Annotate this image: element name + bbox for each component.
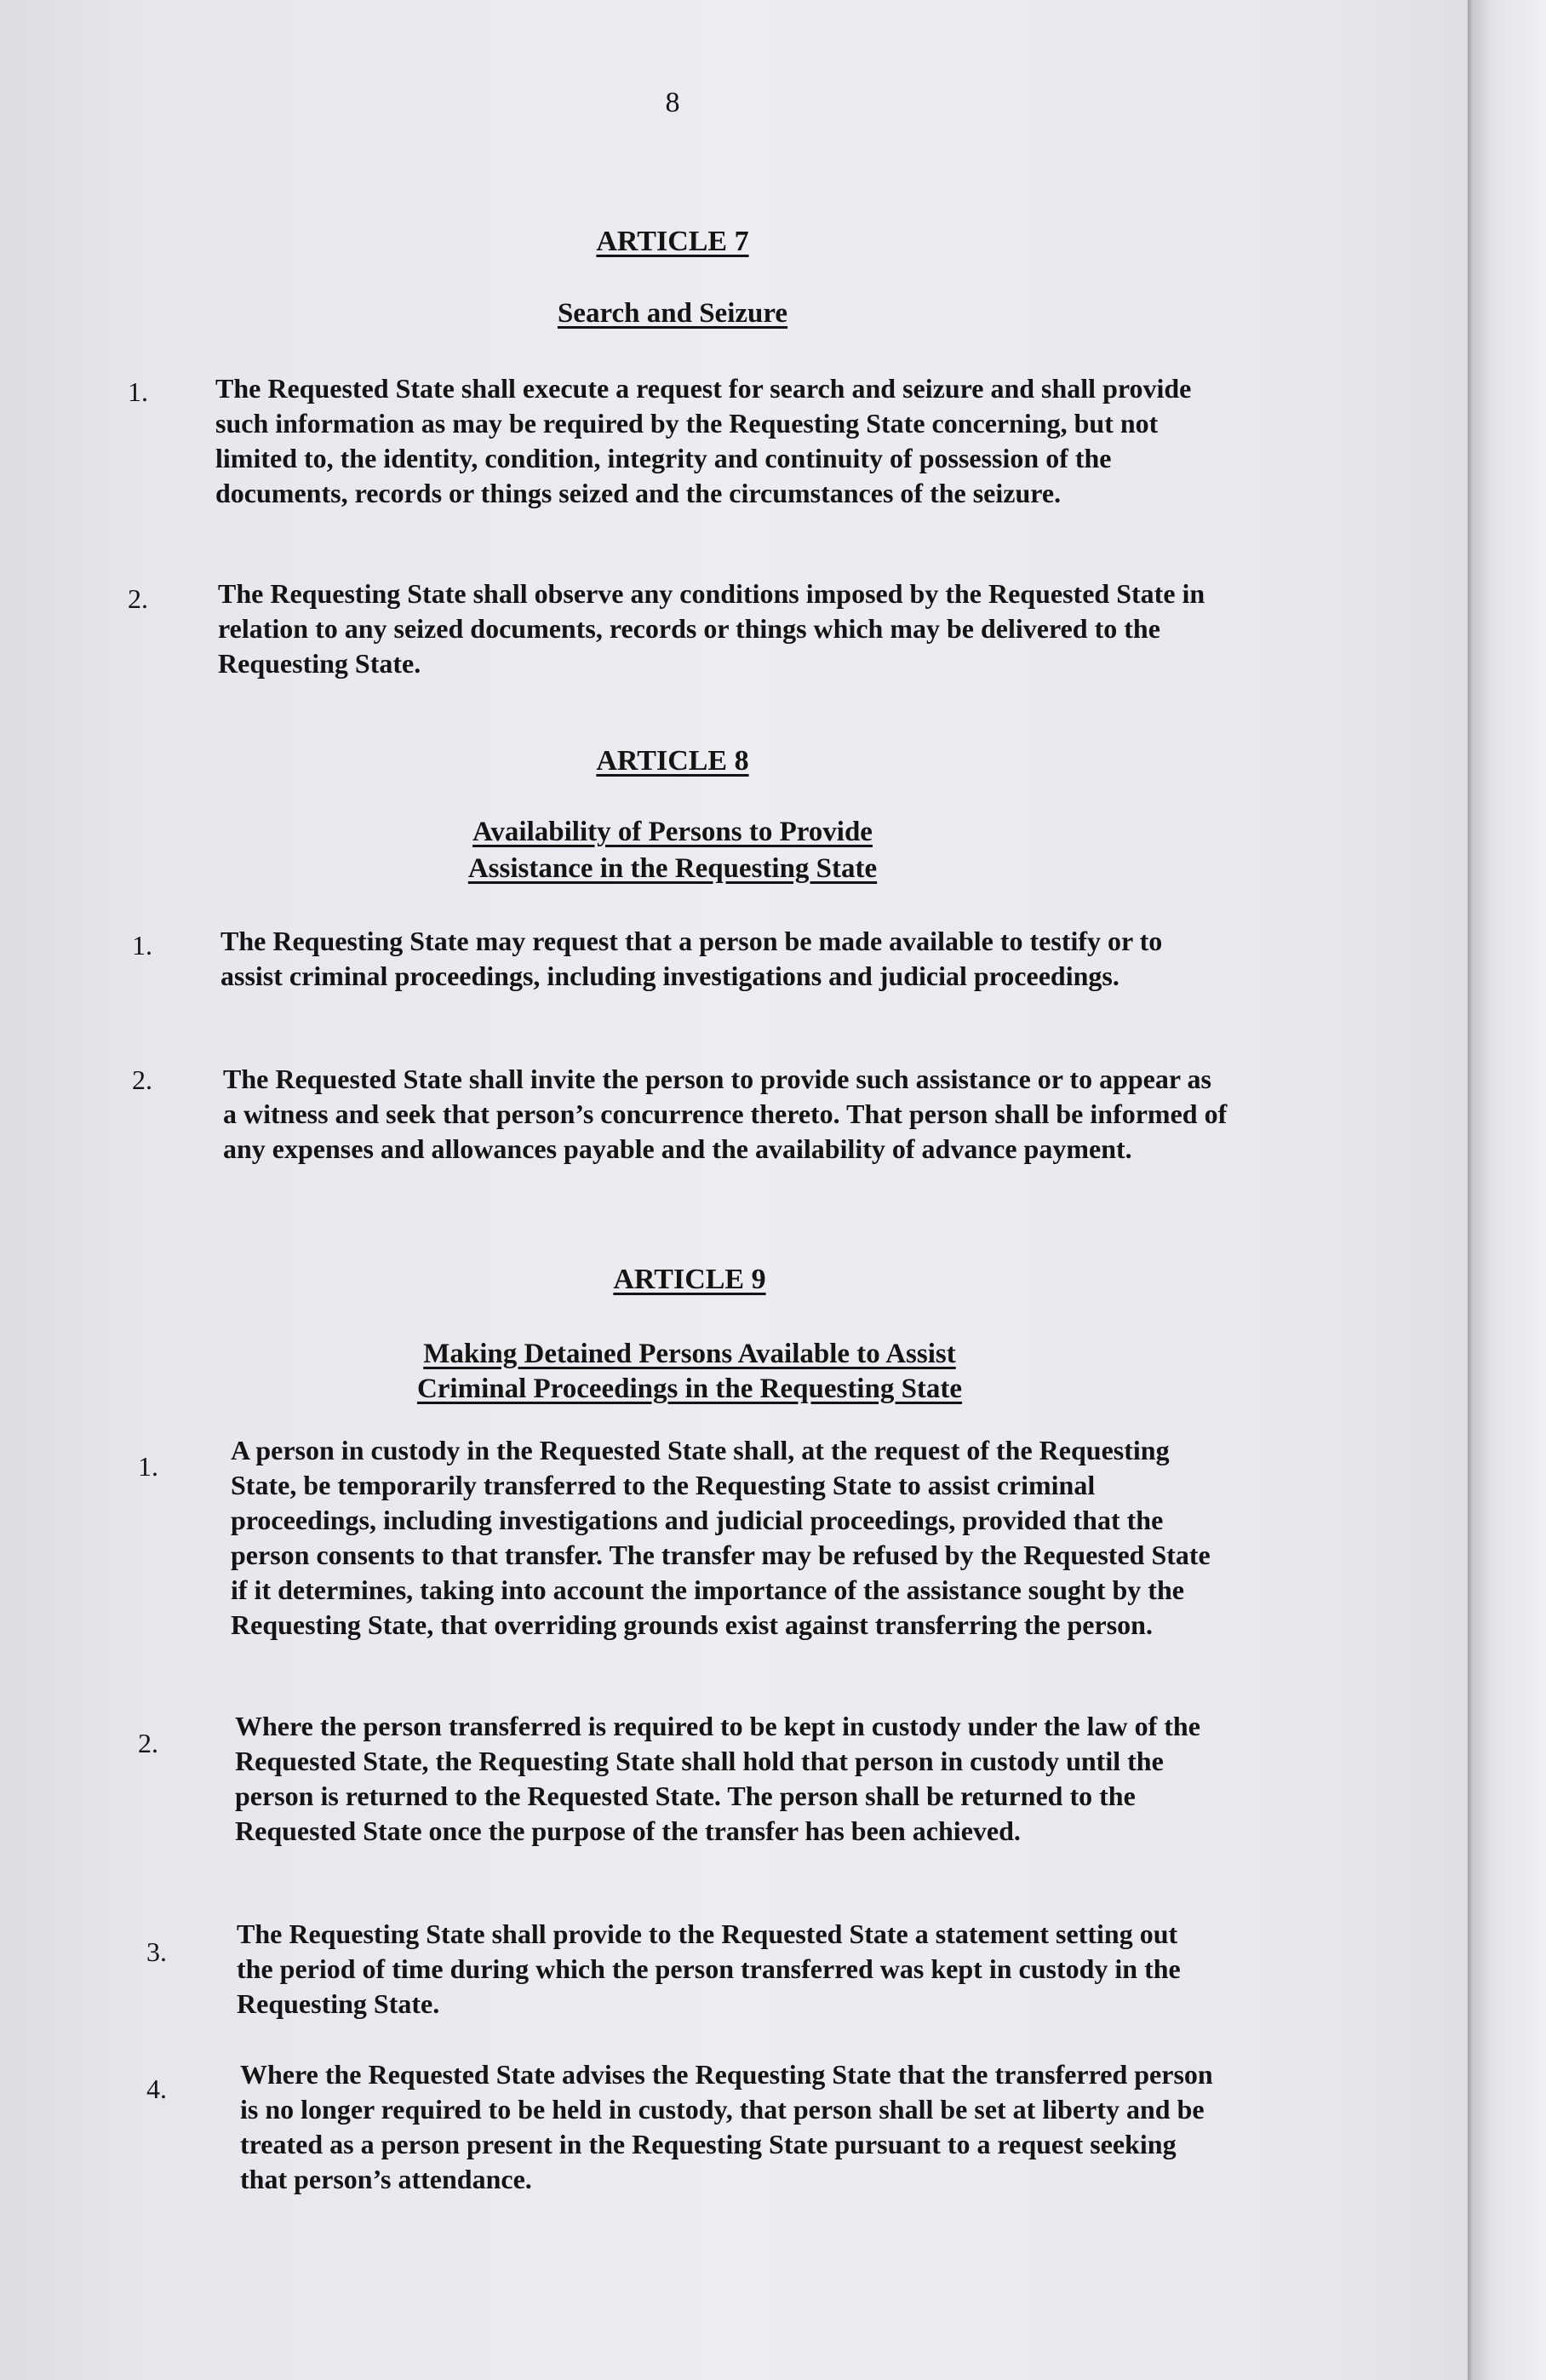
article-9-heading: ARTICLE 9	[613, 1264, 766, 1295]
art8-item-1-number: 1.	[132, 930, 152, 961]
art7-item-1-number: 1.	[128, 376, 148, 407]
article-9-subheading-line1: Making Detained Persons Available to Assist	[423, 1339, 956, 1369]
art8-item-2-text: The Requested State shall invite the person to provide such assistance or to appear as a witness and seek that person’s concurrence thereto. That person shall be informed of any expenses and allowances payable and the availability of advance payment.	[223, 1064, 1228, 1164]
art9-item-2-number: 2.	[138, 1728, 158, 1758]
art9-item-2-text: Where the person transferred is required to be kept in custody under the law of the Requested State, the Requesting State shall hold that person in custody until the person is returned to the Requested State. The person shall be returned to the Requested State once the purpose of the transfer has been achieved.	[235, 1711, 1200, 1846]
art9-item-3-number: 3.	[146, 1936, 167, 1967]
article-7-subheading: Search and Seizure	[557, 298, 788, 329]
art9-item-1-number: 1.	[138, 1451, 158, 1482]
art7-item-1-text: The Requested State shall execute a request for search and seizure and shall provide such information as may be required by the Requesting State concerning, but not limited to, the identity, condition, integrity and continuity of possession of the documents, records or things seized and the circumstances of the seizure.	[215, 373, 1192, 508]
article-8-heading: ARTICLE 8	[596, 745, 749, 777]
article-9-subheading-line2: Criminal Proceedings in the Requesting State	[416, 1374, 963, 1404]
article-8-subheading-line1: Availability of Persons to Provide	[472, 817, 873, 847]
article-8-subheading-line2: Assistance in the Requesting State	[467, 853, 878, 884]
art9-item-1-text: A person in custody in the Requested State shall, at the request of the Requesting State, be temporarily transferred to the Requesting State to assist criminal proceedings, including investigations and judicial proceedings, provided that the person consents to that transfer. The transfer may be refused by the Requested State if it determines, taking into account the importance of the assistance sought by the Requesting State, that overriding grounds exist against transferring the person.	[231, 1435, 1211, 1640]
article-7-heading: ARTICLE 7	[596, 226, 749, 257]
art9-item-3-text: The Requesting State shall provide to the Requested State a statement setting out the period of time during which the person transferred was kept in custody in the Requesting State.	[237, 1918, 1181, 2019]
art8-item-2-number: 2.	[132, 1064, 152, 1095]
art9-item-4-number: 4.	[146, 2073, 167, 2104]
art8-item-1-text: The Requesting State may request that a person be made available to testify or to assist criminal proceedings, including investigations and judicial proceedings.	[220, 926, 1163, 991]
page-edge	[1468, 0, 1546, 2380]
art7-item-2-number: 2.	[128, 583, 148, 614]
art7-item-2-text: The Requesting State shall observe any conditions imposed by the Requested State in relation to any seized documents, records or things which may be delivered to the Requesting State.	[218, 578, 1205, 679]
art9-item-4-text: Where the Requested State advises the Requesting State that the transferred person is no longer required to be held in custody, that person shall be set at liberty and be treated as a person present in the Requesting State pursuant to a request seeking that person’s attendance.	[240, 2059, 1213, 2194]
page-number: 8	[665, 87, 680, 118]
